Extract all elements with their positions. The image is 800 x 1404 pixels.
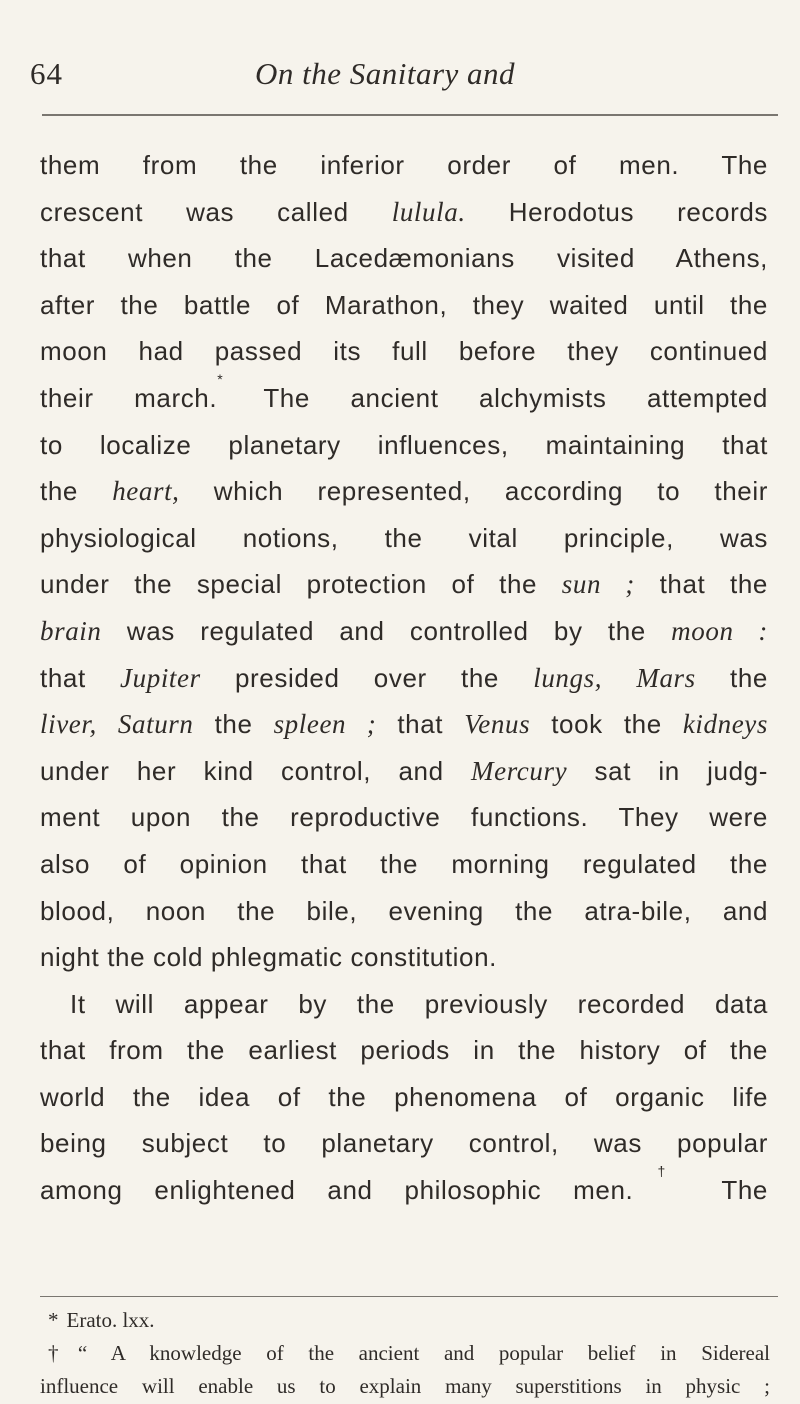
text-line: their march.* The ancient alchymists attempted [40, 370, 768, 413]
text-line: under her kind control, and Mercury sat in judg- [40, 755, 768, 786]
footnote-2: †“ A knowledge of the ancient and popular belief in Sidereal [48, 1341, 771, 1365]
text-line: that when the Lacedæmonians visited Athens, [40, 243, 768, 274]
page-header [30, 52, 770, 102]
text-line: among enlightened and philosophic men.† The [40, 1163, 768, 1206]
text-line: crescent was called lulula. Herodotus records [40, 196, 768, 227]
footnote-ref: † [633, 1163, 690, 1180]
text-line: that from the earliest periods in the history of the [40, 1035, 768, 1066]
body-text [40, 142, 768, 1214]
text-line: night the cold phlegmatic constitution. [40, 942, 497, 973]
text-line: to localize planetary influences, maintaining that [40, 429, 768, 460]
page-number: 64 [30, 56, 63, 91]
text-line: blood, noon the bile, evening the atra-bile, and [40, 895, 768, 926]
text-line: them from the inferior order of men. The [40, 150, 768, 180]
text-line: after the battle of Marathon, they waited until the [40, 289, 768, 320]
text-line: It will appear by the previously recorded data [70, 988, 768, 1019]
text-line: that Jupiter presided over the lungs, Mars the [40, 662, 768, 693]
footnotes [40, 1304, 770, 1403]
text-line: being subject to planetary control, was popular [40, 1128, 768, 1159]
text-line: under the special protection of the sun ; that the [40, 569, 768, 600]
footnote-rule [40, 1296, 778, 1297]
footnote-2-continued: influence will enable us to explain many superstitions in physic ; [40, 1374, 770, 1398]
running-title: On the Sanitary and [255, 56, 516, 91]
text-line: liver, Saturn the spleen ; that Venus took the kidneys [40, 709, 768, 740]
header-rule [42, 114, 778, 116]
text-line: moon had passed its full before they continued [40, 336, 768, 367]
text-line: also of opinion that the morning regulated the [40, 848, 768, 879]
footnote-ref: * [217, 370, 224, 387]
text-line: ment upon the reproductive functions. They were [40, 802, 768, 833]
text-line: brain was regulated and controlled by the moon : [40, 615, 768, 646]
text-line: physiological notions, the vital principle, was [40, 522, 768, 553]
footnote-1: * Erato. lxx. [48, 1308, 155, 1332]
text-line: the heart, which represented, according to their [40, 476, 768, 507]
text-line: world the idea of the phenomena of organic life [40, 1081, 768, 1112]
